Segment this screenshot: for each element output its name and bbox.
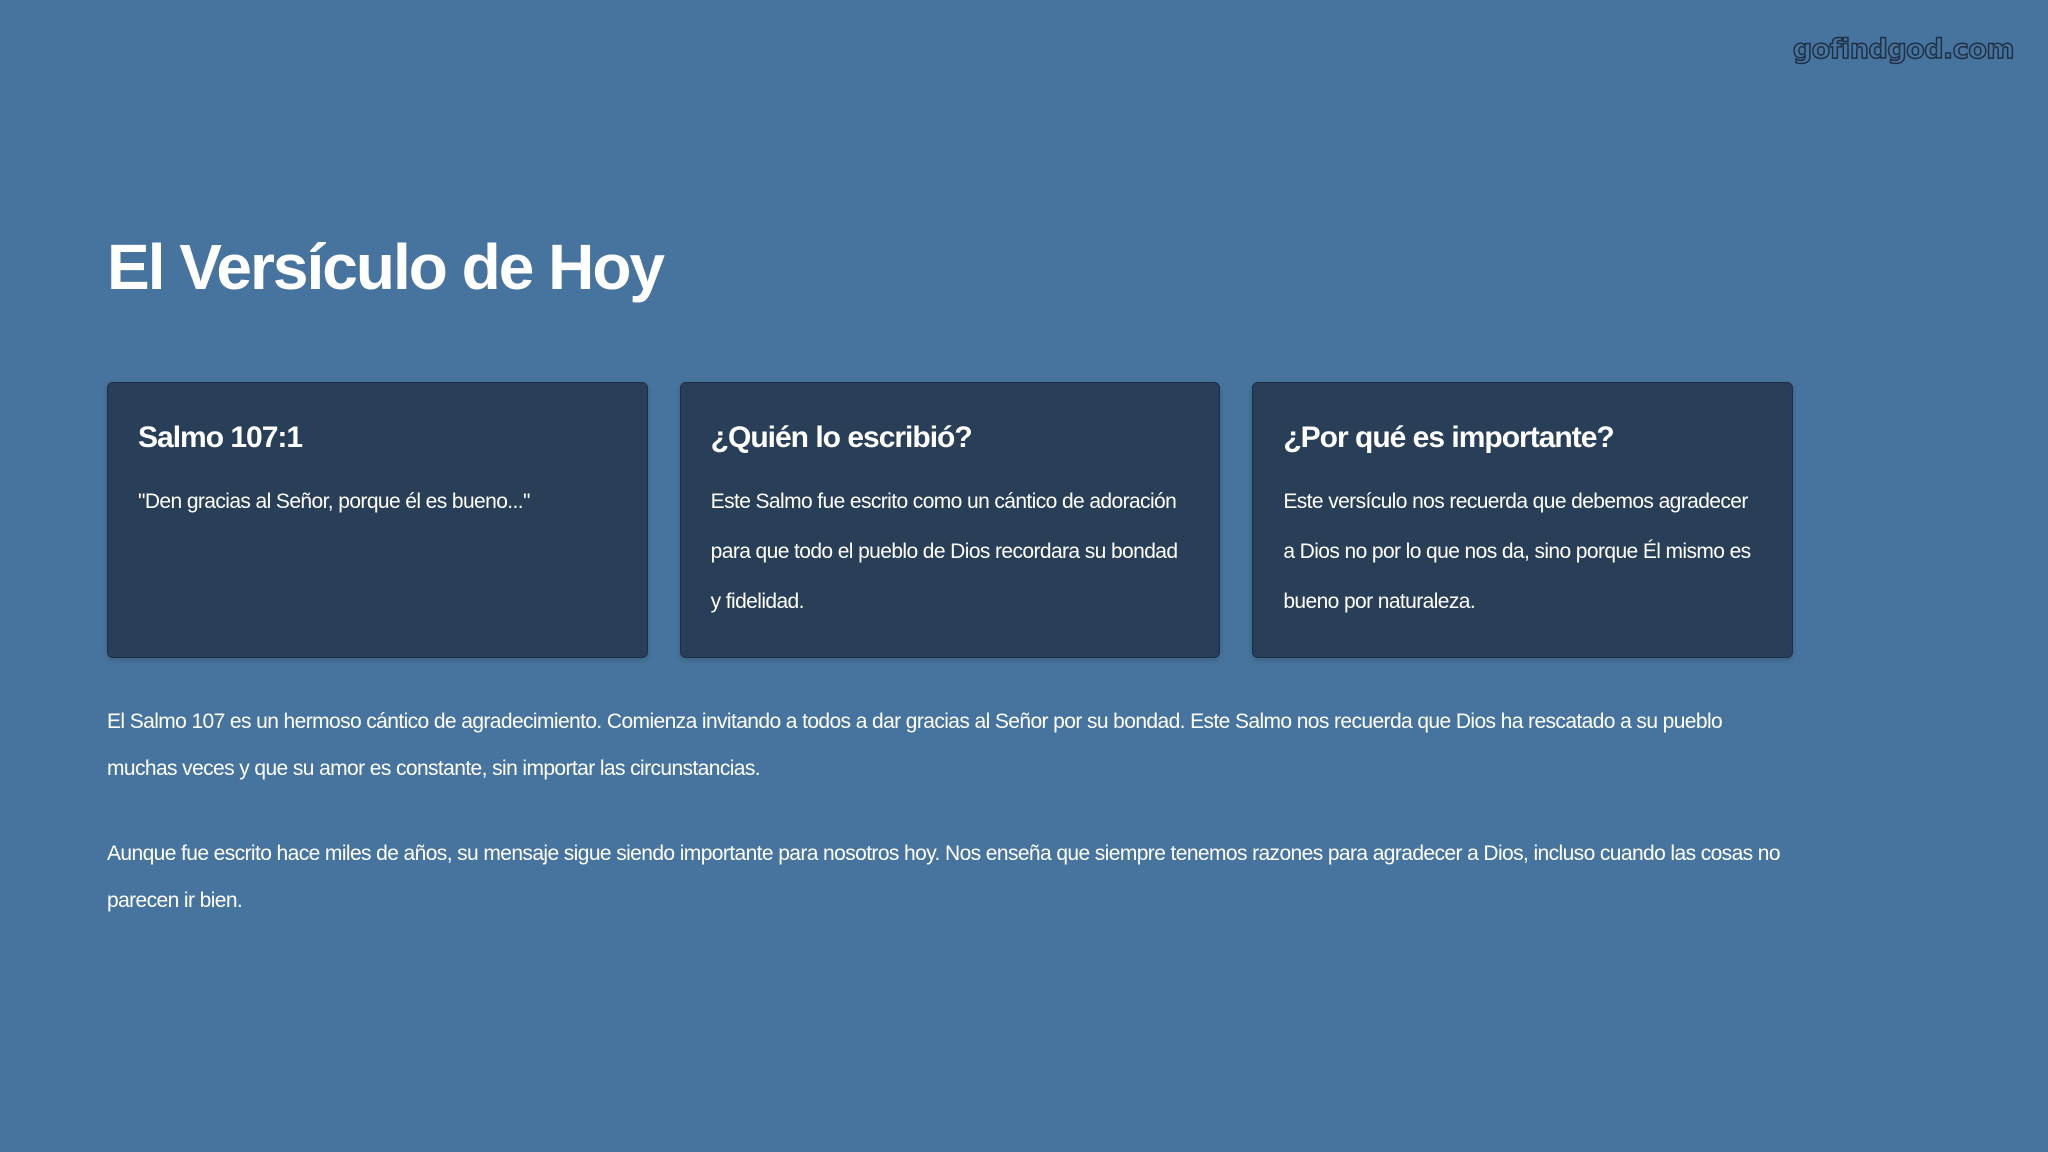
site-logo[interactable]: gofindgod.com: [1792, 34, 2014, 65]
card-author: [680, 382, 1221, 658]
card-importance: [1252, 382, 1793, 658]
card-title: ¿Por qué es importante?: [1283, 421, 1614, 454]
body-paragraph: El Salmo 107 es un hermoso cántico de agradecimiento. Comienza invitando a todos a dar gracias al Señor por su bondad. Este Salmo nos recuerda que Dios ha rescatado a su pueblo muchas veces y que su amor es constante, sin importar las circunstancias.: [107, 710, 1723, 780]
card-text: Este Salmo fue escrito como un cántico de adoración para que todo el pueblo de Dios recordara su bondad y fidelidad.: [710, 489, 1178, 613]
card-text: Este versículo nos recuerda que debemos agradecer a Dios no por lo que nos da, sino porque Él mismo es bueno por naturaleza.: [1283, 489, 1751, 613]
body-paragraph: Aunque fue escrito hace miles de años, su mensaje sigue siendo importante para nosotros hoy. Nos enseña que siempre tenemos razones para agradecer a Dios, incluso cuando las cosas no parecen ir bien.: [107, 842, 1780, 912]
card-verse-reference: [107, 382, 648, 658]
info-cards: [107, 382, 1793, 658]
page-title: El Versículo de Hoy: [107, 231, 663, 303]
card-text: "Den gracias al Señor, porque él es bueno...": [138, 489, 530, 513]
body-text: [107, 698, 1797, 962]
card-title: ¿Quién lo escribió?: [710, 421, 972, 454]
card-title: Salmo 107:1: [138, 421, 303, 454]
